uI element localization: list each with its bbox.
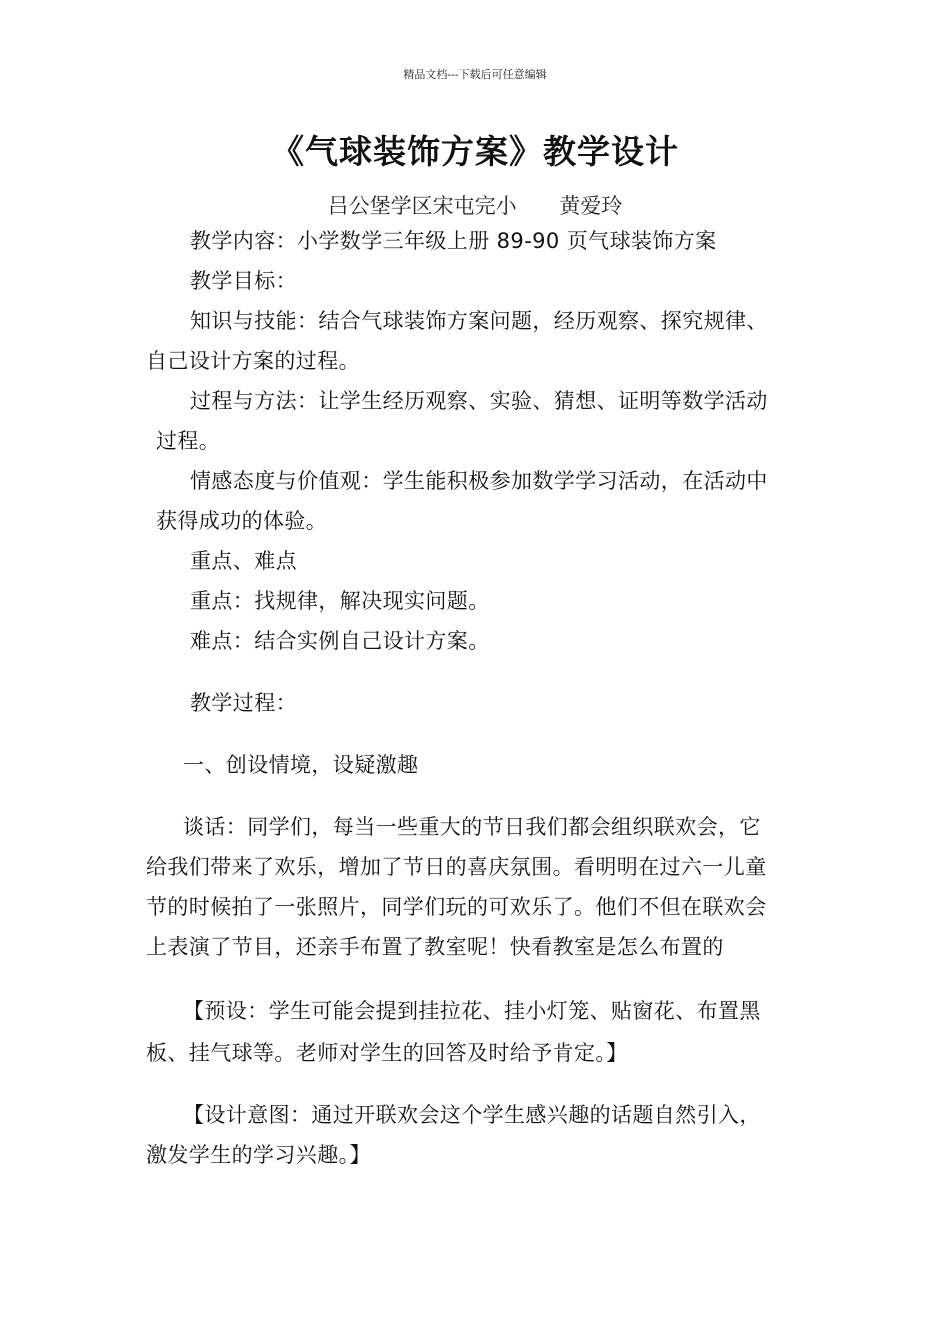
author-name: 黄爱玲 <box>559 194 623 218</box>
difficult-point: 难点：结合实例自己设计方案。 <box>190 629 490 653</box>
goals-heading: 教学目标： <box>190 269 297 293</box>
process-goal-line-1: 过程与方法：让学生经历观察、实验、猜想、证明等数学活动 <box>190 389 768 413</box>
talk-line-1: 谈话：同学们，每当一些重大的节日我们都会组织联欢会，它 <box>183 815 761 839</box>
intent-line-2: 激发学生的学习兴趣。】 <box>146 1143 371 1167</box>
talk-line-2: 给我们带来了欢乐，增加了节日的喜庆氛围。看明明在过六一儿童 <box>146 855 767 879</box>
process-goal-line-2: 过程。 <box>156 429 221 453</box>
knowledge-goal-line-2: 自己设计方案的过程。 <box>146 349 360 373</box>
key-point: 重点：找规律，解决现实问题。 <box>190 589 490 613</box>
talk-line-3: 节的时候拍了一张照片，同学们玩的可欢乐了。他们不但在联欢会 <box>146 895 767 919</box>
document-title: 《气球装饰方案》教学设计 <box>271 132 679 171</box>
talk-line-4: 上表演了节目，还亲手布置了教室呢！快看教室是怎么布置的 <box>146 935 724 959</box>
section-1-heading: 一、创设情境，设疑激趣 <box>183 753 419 777</box>
preset-line-2: 板、挂气球等。老师对学生的回答及时给予肯定。】 <box>146 1041 628 1065</box>
teaching-content: 教学内容：小学数学三年级上册 89-90 页气球装饰方案 <box>190 229 717 253</box>
preset-line-1: 【预设：学生可能会提到挂拉花、挂小灯笼、贴窗花、布置黑 <box>183 999 761 1023</box>
emotion-goal-line-2: 获得成功的体验。 <box>156 509 328 533</box>
process-heading: 教学过程： <box>190 691 297 715</box>
emotion-goal-line-1: 情感态度与价值观：学生能积极参加数学学习活动，在活动中 <box>190 469 768 493</box>
author-line <box>0 190 950 220</box>
header-note: 精品文档---下载后可任意编辑 <box>403 68 547 81</box>
author-school: 吕公堡学区宋屯完小 <box>327 194 517 218</box>
intent-line-1: 【设计意图：通过开联欢会这个学生感兴趣的话题自然引入， <box>183 1103 761 1127</box>
key-heading: 重点、难点 <box>190 549 297 573</box>
knowledge-goal-line-1: 知识与技能：结合气球装饰方案问题，经历观察、探究规律、 <box>190 309 768 333</box>
